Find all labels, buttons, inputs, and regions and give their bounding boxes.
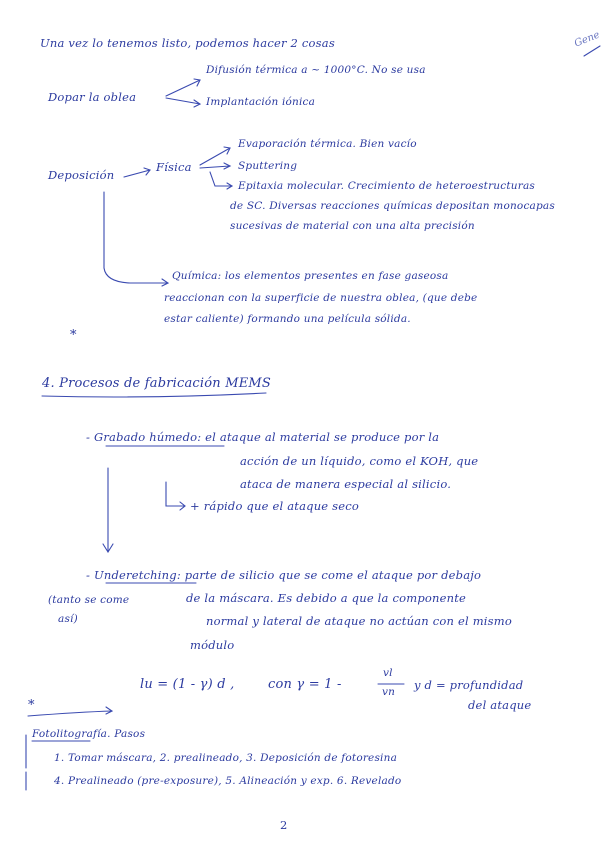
grabado-line-3: ataca de manera especial al silicio. (240, 477, 452, 491)
formula-part-c: y d = profundidad (414, 678, 524, 692)
fotolitografia-steps-1: 1. Tomar máscara, 2. prealineado, 3. Deposición de fotoresina (54, 752, 398, 764)
quimica-line-3: estar caliente) formando una película sólida. (164, 313, 411, 325)
evaporacion-line: Evaporación térmica. Bien vacío (238, 138, 417, 150)
epitaxia-line-3: sucesivas de material con una alta precisión (230, 220, 475, 232)
page-number: 2 (280, 818, 288, 832)
sputtering-line: Sputtering (238, 160, 298, 172)
arrow-deposicion-quimica (104, 192, 168, 283)
section-underline (42, 393, 266, 397)
rapido-line: + rápido que el ataque seco (190, 499, 360, 513)
intro-line: Una vez lo tenemos listo, podemos hacer 2 cosas (40, 36, 335, 50)
fotolitografia-title: Fotolitografía. Pasos (32, 728, 146, 740)
margin-fragment: Gene (572, 29, 602, 50)
formula-fraction-numerator: vl (383, 667, 393, 679)
underetching-line-3: normal y lateral de ataque no actúan con el mismo (206, 614, 513, 628)
quimica-line-1: Química: los elementos presentes en fase gaseosa (172, 270, 449, 282)
dopar-label: Dopar la oblea (48, 90, 137, 104)
grabado-line-2: acción de un líquido, como el KOH, que (240, 454, 479, 468)
underetching-aside-2: así) (58, 613, 78, 625)
difusion-line: Difusión térmica a ~ 1000°C. No se usa (206, 64, 426, 76)
star-mark-1: * (70, 328, 77, 343)
formula-part-a: lu = (1 - γ) d , (140, 677, 235, 692)
star-mark-2: * (28, 698, 35, 713)
underetching-line-4: módulo (190, 638, 235, 652)
formula-fraction-denominator: vn (382, 686, 396, 698)
underetching-line-1: - Underetching: parte de silicio que se come el ataque por debajo (86, 568, 482, 582)
fisica-label: Física (156, 160, 192, 174)
formula-part-b: con γ = 1 - (268, 677, 342, 692)
underetching-line-2: de la máscara. Es debido a que la componente (186, 591, 467, 605)
grabado-line-1: - Grabado húmedo: el ataque al material se produce por la (86, 430, 440, 444)
section-heading: 4. Procesos de fabricación MEMS (42, 376, 272, 391)
formula-part-d: del ataque (468, 698, 532, 712)
deposicion-label: Deposición (48, 168, 115, 182)
quimica-line-2: reaccionan con la superficie de nuestra oblea, (que debe (164, 292, 478, 304)
underetching-aside-1: (tanto se come (48, 594, 130, 606)
epitaxia-line-1: Epitaxia molecular. Crecimiento de heteroestructuras (238, 180, 535, 192)
epitaxia-line-2: de SC. Diversas reacciones químicas depositan monocapas (230, 200, 555, 212)
fotolitografia-steps-2: 4. Prealineado (pre-exposure), 5. Alineación y exp. 6. Revelado (54, 775, 402, 787)
arrow-dopar-difusion (166, 80, 200, 96)
implantacion-line: Implantación iónica (206, 96, 316, 108)
arrow-deposicion-fisica (124, 170, 150, 177)
